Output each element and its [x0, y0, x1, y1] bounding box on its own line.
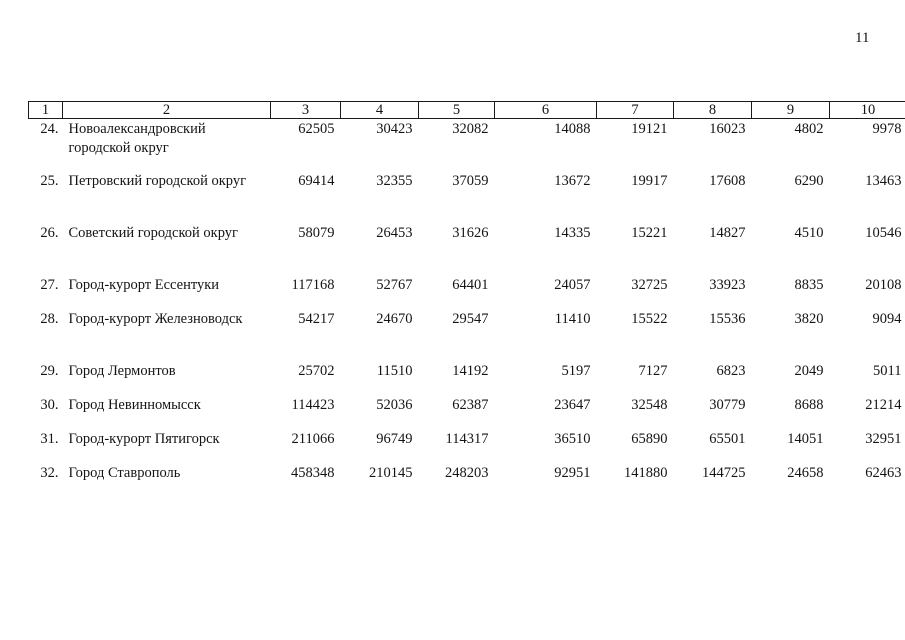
- table-cell: 62387: [452, 397, 489, 413]
- row-number: 26.: [40, 225, 59, 241]
- table-cell: 9094: [872, 311, 902, 327]
- table-cell: 3820: [794, 311, 824, 327]
- table-cell: 32548: [631, 397, 668, 413]
- municipality-name: Город Лермонтов: [68, 363, 176, 379]
- table-cell: 6823: [716, 363, 746, 379]
- table-cell: 2049: [794, 363, 824, 379]
- table-cell: 24057: [554, 277, 591, 293]
- page-number: 11: [855, 30, 870, 46]
- table-cell: 92951: [554, 465, 591, 481]
- table-header: [29, 102, 905, 119]
- municipality-name: Город-курорт Железноводск: [68, 311, 243, 327]
- column-header: 3: [271, 102, 341, 119]
- row-number: 32.: [40, 465, 59, 481]
- table-body: [29, 119, 905, 499]
- table-cell: 65890: [631, 431, 668, 447]
- table-row: [29, 396, 905, 430]
- table-cell: 37059: [452, 173, 489, 189]
- header-row: [29, 102, 905, 119]
- row-number: 31.: [40, 431, 59, 447]
- municipality-name: Город Невинномысск: [68, 397, 201, 413]
- table-cell: 14051: [787, 431, 824, 447]
- table-cell: 117168: [291, 277, 335, 293]
- row-number: 28.: [40, 311, 59, 327]
- table-cell: 21214: [865, 397, 902, 413]
- table-cell: 65501: [709, 431, 746, 447]
- column-header: 5: [419, 102, 495, 119]
- table-cell: 32082: [452, 121, 489, 137]
- table-row: [29, 464, 905, 498]
- municipality-name: Советский городской округ: [68, 225, 238, 241]
- column-header: 10: [830, 102, 905, 119]
- row-number: 24.: [40, 121, 59, 137]
- table-cell: 11510: [376, 363, 413, 379]
- table-cell: 19917: [631, 173, 668, 189]
- table-row: [29, 276, 905, 310]
- table-cell: 10546: [865, 225, 902, 241]
- table-cell: 52767: [376, 277, 413, 293]
- table-row: [29, 430, 905, 464]
- table-cell: 64401: [452, 277, 489, 293]
- table-cell: 33923: [709, 277, 746, 293]
- table-cell: 5197: [561, 363, 591, 379]
- table-cell: 26453: [376, 225, 413, 241]
- table-cell: 25702: [298, 363, 335, 379]
- table-cell: 16023: [709, 121, 746, 137]
- column-header: 1: [29, 102, 63, 119]
- table-cell: 15221: [631, 225, 668, 241]
- table-cell: 29547: [452, 311, 489, 327]
- table-cell: 4802: [794, 121, 824, 137]
- table-row: [29, 119, 905, 173]
- table-cell: 62505: [298, 121, 335, 137]
- table-cell: 30779: [709, 397, 746, 413]
- table-row: [29, 172, 905, 224]
- table-cell: 32951: [865, 431, 902, 447]
- table-cell: 23647: [554, 397, 591, 413]
- column-header: 2: [63, 102, 271, 119]
- municipality-name: Город-курорт Ессентуки: [68, 277, 220, 293]
- row-number: 25.: [40, 173, 59, 189]
- table-cell: 14827: [709, 225, 746, 241]
- table-cell: 7127: [638, 363, 668, 379]
- table-cell: 58079: [298, 225, 335, 241]
- table-cell: 14088: [554, 121, 591, 137]
- table-cell: 52036: [376, 397, 413, 413]
- table-cell: 4510: [794, 225, 824, 241]
- table-row: [29, 310, 905, 362]
- municipality-name: Город-курорт Пятигорск: [68, 431, 220, 447]
- column-header: 9: [752, 102, 830, 119]
- table-cell: 144725: [702, 465, 746, 481]
- table-cell: 211066: [291, 431, 335, 447]
- column-header: 7: [597, 102, 674, 119]
- table-cell: 248203: [445, 465, 489, 481]
- table-row: [29, 224, 905, 276]
- row-number: 30.: [40, 397, 59, 413]
- table-cell: 210145: [369, 465, 413, 481]
- table-cell: 141880: [624, 465, 668, 481]
- table-cell: 69414: [298, 173, 335, 189]
- table-cell: 14335: [554, 225, 591, 241]
- column-header: 4: [341, 102, 419, 119]
- table-cell: 13463: [865, 173, 902, 189]
- table-cell: 6290: [794, 173, 824, 189]
- table-cell: 24670: [376, 311, 413, 327]
- table-cell: 19121: [631, 121, 668, 137]
- table-cell: 114317: [445, 431, 489, 447]
- table-cell: 96749: [376, 431, 413, 447]
- municipality-name: Петровский городской округ: [68, 173, 247, 189]
- column-header: 6: [495, 102, 597, 119]
- table-cell: 32355: [376, 173, 413, 189]
- row-number: 29.: [40, 363, 59, 379]
- table-cell: 11410: [554, 311, 591, 327]
- table-cell: 17608: [709, 173, 746, 189]
- table-cell: 15522: [631, 311, 668, 327]
- column-header: 8: [674, 102, 752, 119]
- table-cell: 15536: [709, 311, 746, 327]
- table-cell: 20108: [865, 277, 902, 293]
- table-cell: 62463: [865, 465, 902, 481]
- table-cell: 8835: [794, 277, 824, 293]
- table-cell: 32725: [631, 277, 668, 293]
- table-cell: 30423: [376, 121, 413, 137]
- municipality-name: Город Ставрополь: [68, 465, 181, 481]
- table-cell: 9978: [872, 121, 902, 137]
- table-cell: 5011: [873, 363, 902, 379]
- table-cell: 36510: [554, 431, 591, 447]
- table-cell: 14192: [452, 363, 489, 379]
- table-cell: 458348: [291, 465, 335, 481]
- table-cell: 24658: [787, 465, 824, 481]
- municipality-name: Новоалександровский городской округ: [68, 121, 206, 156]
- table-row: [29, 362, 905, 396]
- row-number: 27.: [40, 277, 59, 293]
- table-cell: 13672: [554, 173, 591, 189]
- table-cell: 8688: [794, 397, 824, 413]
- table-cell: 31626: [452, 225, 489, 241]
- table-cell: 114423: [291, 397, 335, 413]
- statistics-table: [28, 101, 905, 498]
- table-cell: 54217: [298, 311, 335, 327]
